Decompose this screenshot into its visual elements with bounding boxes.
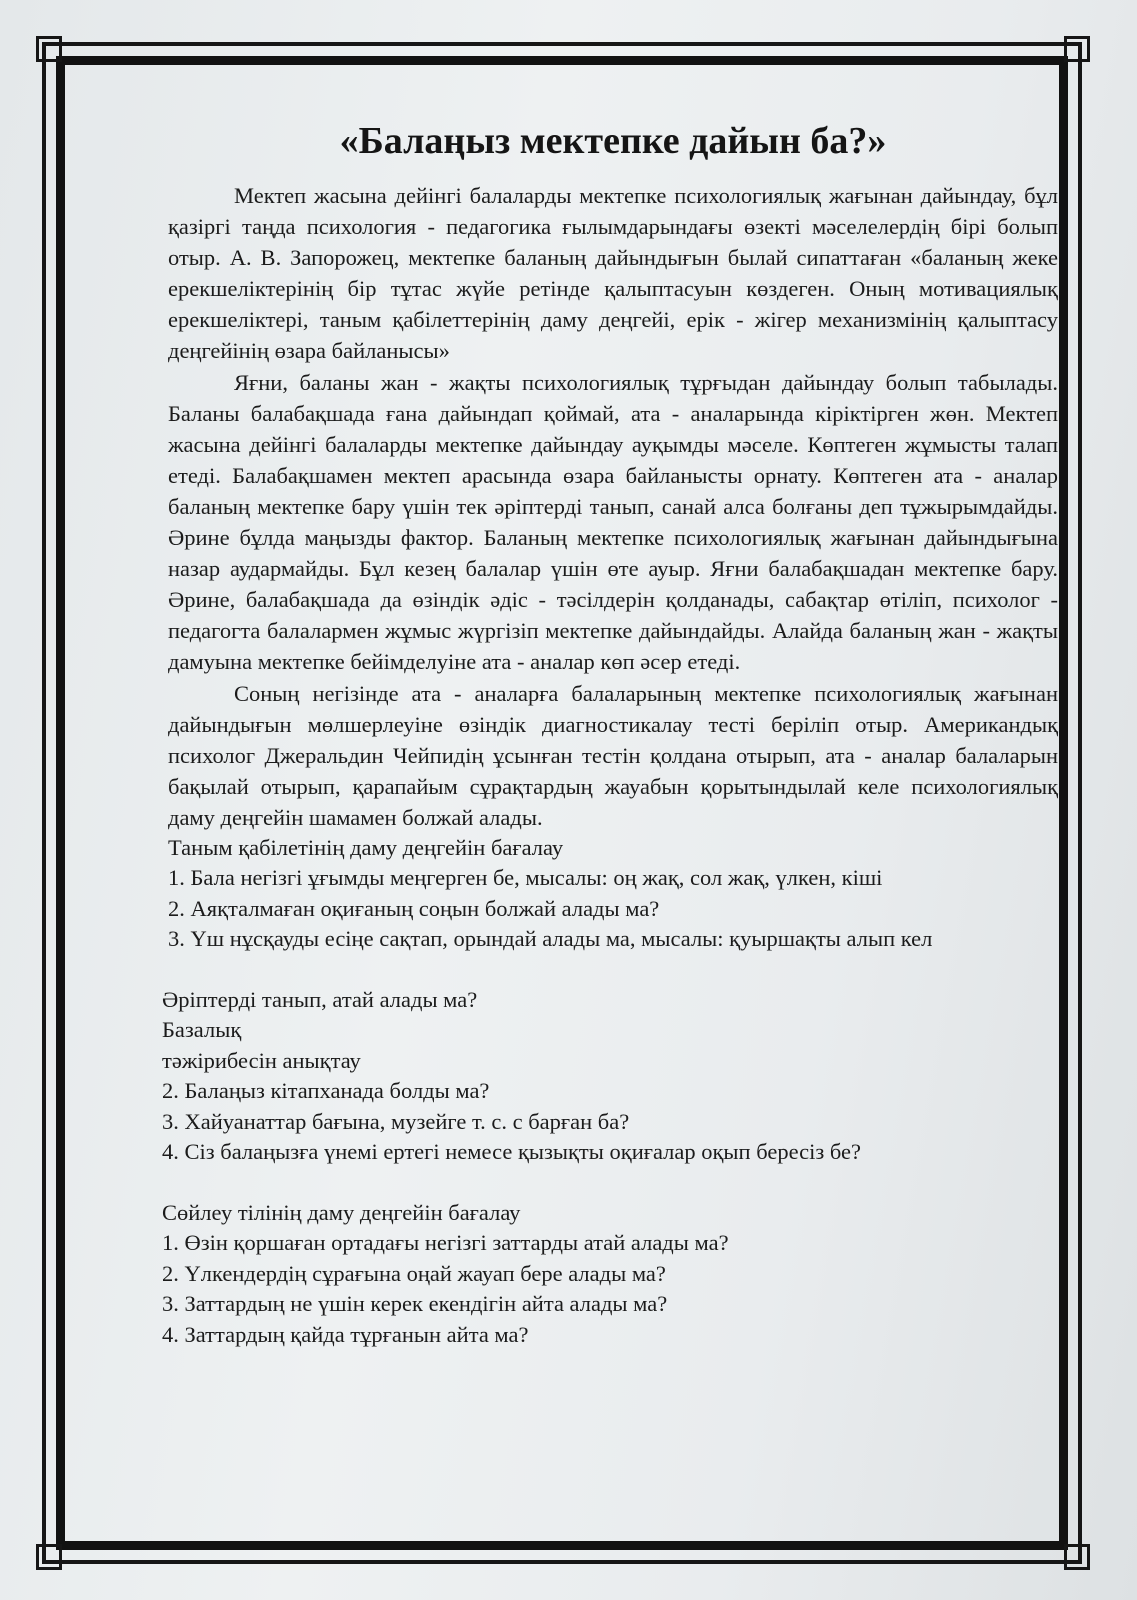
document-body: [162, 118, 1058, 1538]
spacer: [168, 1168, 1058, 1198]
list-item: 3. Хайуанаттар бағына, музейге т. с. с барған ба?: [162, 1108, 630, 1134]
list-item: 4. Заттардың қайда тұрғанын айта ма?: [162, 1321, 529, 1347]
section-heading: Сөйлеу тілінің даму деңгейін бағалау: [162, 1199, 521, 1225]
list-item: 1. Өзін қоршаған ортадағы негізгі заттарды атай алады ма?: [162, 1230, 729, 1256]
paragraph: Яғни, баланы жан - жақты психологиялық тұрғыдан дайындау болып табылады. Баланы балабақшада ғана дайындап қоймай, ата - аналарында кіріктірген жөн. Мектеп жасына дейінгі балаларды мектепке дайындау ауқымды мәселе. Көптеген жұмысты талап етеді. Балабақшамен мектеп арасында өзара байланысты орнату. Көптеген ата - аналар баланың мектепке бару үшін тек әріптерді танып, санай алса болғаны деп тұжырымдайды. Әрине бұлда маңызды фактор. Баланың мектепке психологиялық жағынан дайындығына назар аудармайды. Бұл кезең балалар үшін өте ауыр. Яғни балабақшадан мектепке бару. Әрине, балабақшада да өзіндік әдіс - тәсілдерін қолданады, сабақтар өтіліп, психолог - педагогта балалармен жұмыс жүргізіп мектепке дайындайды. Алайда баланың жан - жақты дамуына мектепке бейімделуіне ата - аналар көп әсер етеді.: [168, 369, 1058, 675]
speech-section: [162, 1198, 1058, 1351]
list-item: Әріптерді танып, атай алады ма?: [162, 986, 478, 1012]
list-item: 3. Үш нұсқауды есіңе сақтап, орындай алады ма, мысалы: қуыршақты алып кел: [168, 926, 933, 952]
paragraph: Соның негізінде ата - аналарға балаларының мектепке психологиялық жағынан дайындығын мөлшерлеуіне өзіндік диагностикалау тесті беріліп отыр. Американдық психолог Джеральдин Чейпидің ұсынған тестін қолдана отырып, ата - аналар балаларын бақылай отырып, қарапайым сұрақтардың жауабын қорытындылай келе психологиялық даму деңгейін шамамен болжай алады.: [168, 680, 1058, 830]
spacer: [168, 955, 1058, 985]
list-item: 2. Үлкендердің сұрағына оңай жауап бере алады ма?: [162, 1260, 666, 1286]
paragraph: Мектеп жасына дейінгі балаларды мектепке психологиялық жағынан дайындау, бұл қазіргі таңда психология - педагогика ғылымдарындағы өзекті мәселелердің бірі болып отыр. А. В. Запорожец, мектепке баланың дайындығын былай сипаттаған «баланың жеке ерекшеліктерінің бір тұтас жүйе ретінде қалыптасуын көздеген. Оның мотивациялық ерекшеліктері, таным қабілеттерінің даму деңгейі, ерік - жігер механизмінің қалыптасу деңгейінің өзара байланысы»: [168, 183, 1058, 364]
list-item: тәжірибесін анықтау: [162, 1047, 361, 1073]
list-item: Базалық: [162, 1017, 242, 1043]
experience-section: [162, 985, 1058, 1168]
corner-ornament: [1064, 36, 1090, 62]
page-title: «Балаңыз мектепке дайын ба?»: [339, 120, 887, 162]
list-item: 4. Сіз балаңызға үнемі ертегі немесе қызықты оқиғалар оқып бересіз бе?: [162, 1139, 862, 1165]
corner-ornament: [1064, 1544, 1090, 1570]
section-heading: Таным қабілетінің даму деңгейін бағалау: [168, 834, 564, 860]
list-item: 2. Аяқталмаған оқиғаның соңын болжай алады ма?: [168, 895, 660, 921]
list-item: 3. Заттардың не үшін керек екендігін айта алады ма?: [162, 1291, 668, 1317]
list-item: 1. Бала негізгі ұғымды меңгерген бе, мысалы: оң жақ, сол жақ, үлкен, кіші: [168, 865, 883, 891]
list-item: 2. Балаңыз кітапханада болды ма?: [162, 1078, 490, 1104]
cognitive-section: [168, 833, 1058, 955]
corner-ornament: [36, 1544, 62, 1570]
corner-ornament: [36, 36, 62, 62]
